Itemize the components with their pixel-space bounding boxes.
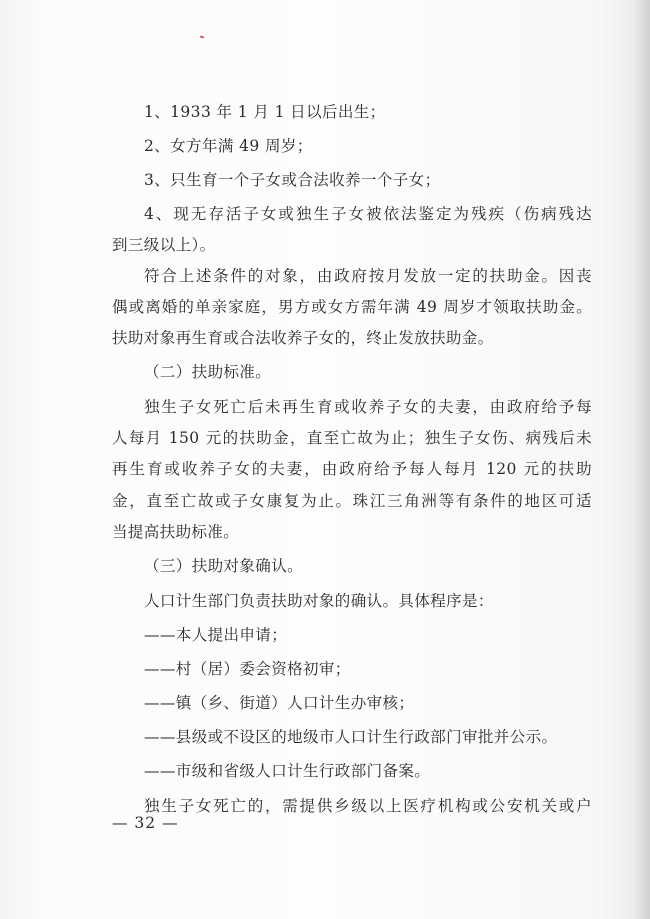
procedure-step: ——本人提出申请； bbox=[144, 626, 288, 644]
page-number: — 32 — bbox=[112, 814, 179, 832]
page-edge-shadow bbox=[632, 0, 650, 919]
text-line: 人每月 150 元的扶助金，直至亡故为止；独生子女伤、病残后未 bbox=[112, 429, 592, 447]
text-line: 符合上述条件的对象，由政府按月发放一定的扶助金。因丧 bbox=[144, 267, 592, 285]
text-line: 到三级以上）。 bbox=[112, 236, 216, 254]
text-line: 偶或离婚的单亲家庭，男方或女方需年满 49 周岁才领取扶助金。 bbox=[112, 298, 592, 316]
text-line: 再生育或收养子女的夫妻，由政府给予每人每月 120 元的扶助 bbox=[112, 460, 592, 478]
text-line: 独生子女死亡的，需提供乡级以上医疗机构或公安机关或户 bbox=[144, 797, 592, 815]
procedure-step: ——镇（乡、街道）人口计生办审核； bbox=[144, 694, 415, 712]
text-line: 人口计生部门负责扶助对象的确认。具体程序是： bbox=[144, 592, 494, 610]
procedure-step: ——村（居）委会资格初审； bbox=[144, 660, 351, 678]
text-line: 4、现无存活子女或独生子女被依法鉴定为残疾（伤病残达 bbox=[144, 205, 592, 223]
text-line: 1、1933 年 1 月 1 日以后出生； bbox=[144, 103, 386, 121]
procedure-step: ——市级和省级人口计生行政部门备案。 bbox=[144, 762, 431, 780]
text-line: 扶助对象再生育或合法收养子女的，终止发放扶助金。 bbox=[112, 329, 494, 347]
text-line: 当提高扶助标准。 bbox=[112, 523, 240, 541]
red-ink-mark bbox=[200, 35, 204, 38]
section-heading: （三）扶助对象确认。 bbox=[144, 557, 304, 575]
text-line: 2、女方年满 49 周岁； bbox=[144, 137, 313, 155]
procedure-step: ——县级或不设区的地级市人口计生行政部门审批并公示。 bbox=[144, 728, 558, 746]
text-line: 独生子女死亡后未再生育或收养子女的夫妻，由政府给予每 bbox=[144, 398, 592, 416]
text-line: 金，直至亡故或子女康复为止。珠江三角洲等有条件的地区可适 bbox=[112, 492, 592, 510]
text-line: 3、只生育一个子女或合法收养一个子女； bbox=[144, 171, 441, 189]
section-heading: （二）扶助标准。 bbox=[144, 363, 272, 381]
